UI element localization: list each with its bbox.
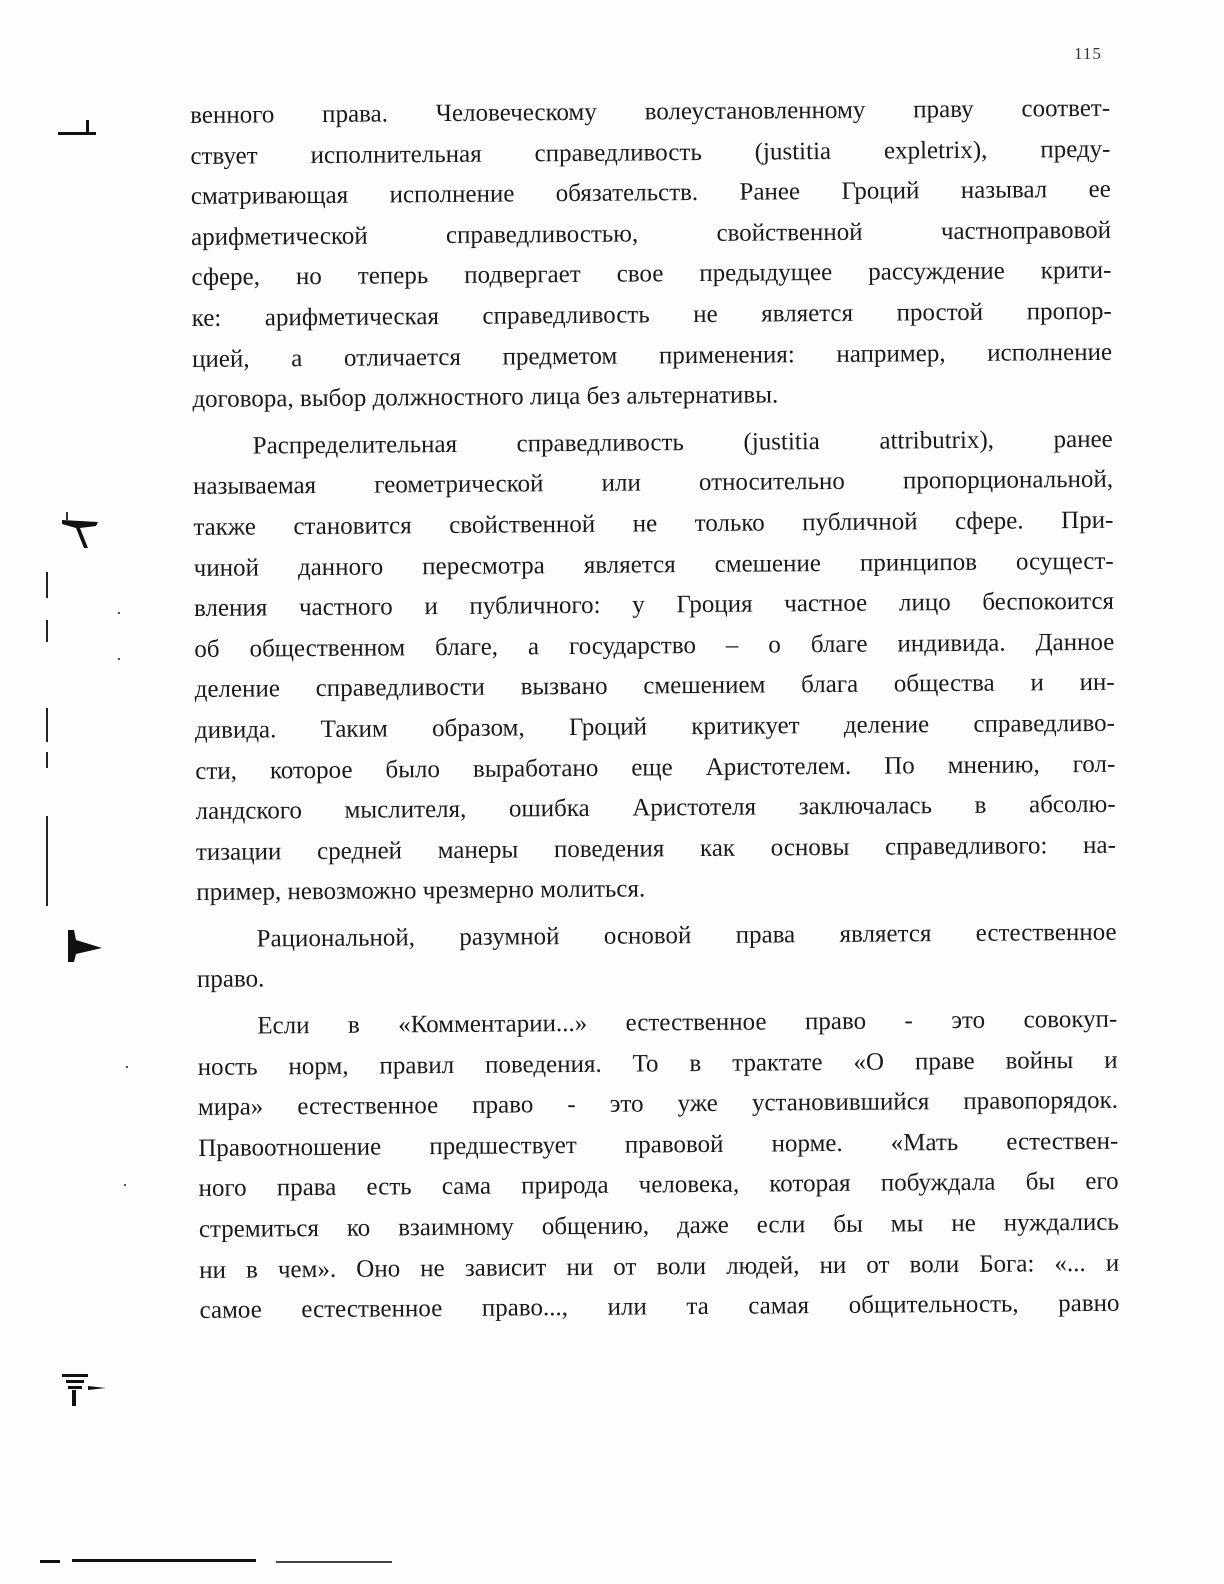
text-line: право. [196,965,265,994]
text-line: Если в «Комментарии...» естественное право - это совокуп- [257,1005,1118,1040]
scan-rule [72,1559,256,1562]
text-line: ландского мыслителя, ошибка Аристотеля заключалась в абсолю- [195,790,1116,826]
text-line: об общественном благе, а государство – о благе индивида. Данное [194,628,1115,663]
paragraph [190,89,1113,421]
text-line: ность норм, правил поведения. То в трактате «О праве войны и [197,1046,1118,1081]
text-line: Рациональной, разумной основой права является естественное [256,918,1117,953]
text-line: пример, невозможно чрезмерно молиться. [196,875,646,907]
text-line: венного права. Человеческому волеустановленному праву соответ- [190,94,1111,129]
scan-dot [118,658,120,660]
margin-line [46,620,48,642]
text-line: тизации средней манеры поведения как основы справедливого: на- [195,831,1117,866]
text-line: дивида. Таким образом, Гроций критикует деление справедливо- [194,709,1116,744]
text-line: самое естественное право..., или та самая общительность, равно [199,1289,1120,1325]
body-text [190,89,1120,1332]
scan-mark-icon [58,510,102,552]
scan-mark-icon [64,926,108,966]
margin-line [46,708,48,742]
text-line: сфере, но теперь подвергает свое предыдущее рассуждение крити- [191,257,1112,292]
scan-mark-icon [60,1370,110,1410]
scan-rule [276,1561,392,1563]
margin-line [46,816,48,906]
margin-line [46,572,48,598]
text-line: Правоотношение предшествует правовой норме. «Мать естествен- [198,1127,1119,1162]
text-line: ного права есть сама природа человека, которая побуждала бы его [198,1168,1119,1203]
text-line: сти, которое было выработано еще Аристотелем. По мнению, гол- [195,750,1116,785]
paragraph [196,913,1117,1001]
scan-dot [124,1184,126,1186]
text-line: арифметической справедливостью, свойственной частноправовой [191,216,1112,251]
paragraph [193,420,1117,914]
text-line: договора, выбор должностного лица без альтернативы. [192,381,779,414]
text-line: деление справедливости вызвано смешением блага общества и ин- [194,669,1115,704]
text-line: цией, а отличается предметом применения: например, исполнение [191,338,1113,373]
text-line: чиной данного пересмотра является смешение принципов осущест- [193,547,1114,582]
margin-line [46,752,48,768]
text-line: ствует исполнительная справедливость (justitia expletrix), преду- [190,135,1111,170]
text-line: ке: арифметическая справедливость не является простой пропор- [191,297,1112,332]
text-line: также становится свойственной не только публичной сфере. При- [193,506,1114,541]
text-line: называемая геометрической или относительно пропорциональной, [192,466,1114,501]
page-number: 115 [1074,44,1102,63]
scan-dot [126,1066,128,1068]
text-line: вления частного и публичного: у Гроция частное лицо беспокоится [193,587,1115,623]
scan-mark-icon [56,116,100,142]
scan-dot [118,612,120,614]
text-line: Распределительная справедливость (justitia attributrix), ранее [252,425,1113,460]
text-line: мира» естественное право - это уже установившийся правопорядок. [197,1086,1119,1122]
text-line: сматривающая исполнение обязательств. Ранее Гроций называл ее [190,175,1111,211]
text-line: стремиться ко взаимному общению, даже если бы мы не нуждались [198,1208,1119,1243]
scan-rule [40,1560,60,1563]
paragraph [197,1000,1120,1332]
text-line: ни в чем». Оно не зависит ни от воли людей, ни от воли Бога: «... и [199,1249,1120,1284]
